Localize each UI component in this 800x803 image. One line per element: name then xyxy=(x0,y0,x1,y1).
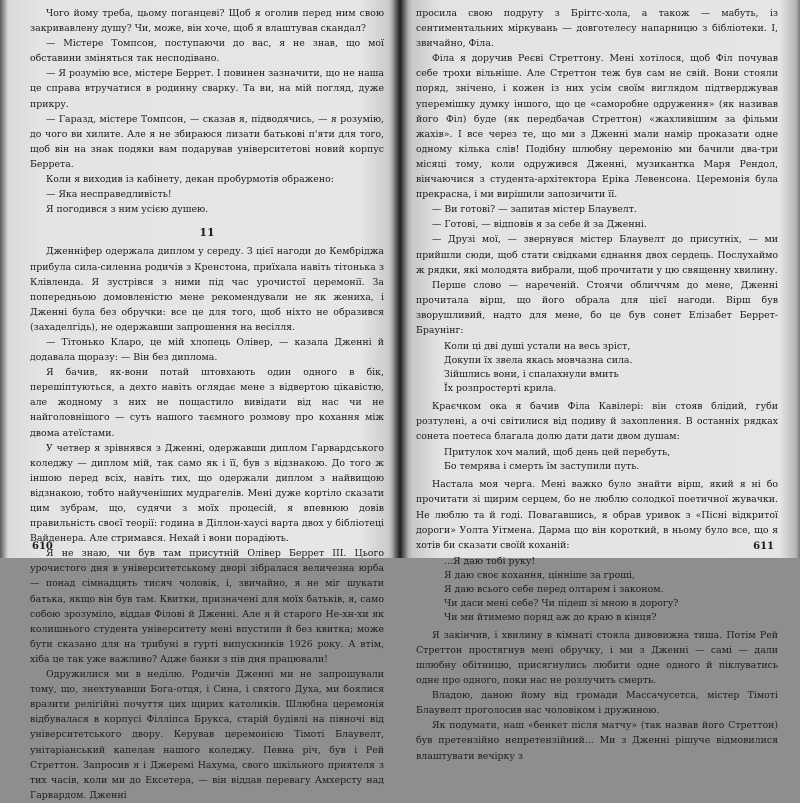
paragraph: Краєчком ока я бачив Філа Кавілері: він стояв блідий, губи розтулені, а очі світилися від подиву й захоплення. В останніх рядках сонета поетеса благала долю дати дати двом душам: xyxy=(416,401,778,443)
paragraph: Я погодився з ним усією душею. xyxy=(46,204,209,216)
verse-block xyxy=(444,446,778,474)
left-page-text xyxy=(30,6,384,803)
paragraph: Я не знаю, чи був там присутній Олівер Беррет III. Цього урочистого дня в університетському дворі зібралася величезна юрба — понад сімнадцять тисяч чоловік, і, звичайно, я не міг шукати батька, якщо він був там. Квитки, призначені для моїх батьків, я, само собою зрозуміло, віддав Філові й Дженні. Але я й старого Не-хн-хи як колишнього студента університету мені впустили й без квитка; може бути сказано для на трибуні в гурті випускників 1926 року. А втім, хіба це так уже важливо? Адже банки з пів дня працювали! xyxy=(30,548,384,665)
verse-line: Докупи їх звела якась мовчазна сила. xyxy=(444,355,633,367)
verse-line: Зійшлись вони, і спалахнули вмить xyxy=(444,369,619,381)
paragraph: У четвер я зрівнявся з Дженні, одержавши диплом Гарвардського коледжу — диплом мій, так само як і її, був з відзнакою. До того ж іншою перед всіх, навіть тих, що одержали диплом з найвищою відзнакою, тобто найученіших мудрагелів. Мені дуже кортіло сказати цим зубрам, що, судячи з моїх процесій, я впевнюю довів правильність своєї теорії: година в Діллон-хаусі варта двох у бібліотеці Вайденера. Але стримався. Нехай і вони порадіють. xyxy=(30,442,384,545)
page-number-left: 610 xyxy=(32,541,53,552)
chapter-number: 11 xyxy=(199,226,215,240)
paragraph: Філа я доручив Реєві Стреттону. Мені хотілося, щоб Філ почував себе трохи вільніше. Але Стреттон теж був сам не свій. Вони стояли поряд, знічено, і кожен із них усім своїм виглядом підтверджував уперемішку думку іншого, що це «саморобне одруження» (як називав його Філ) буде (як передбачав Стреттон) «жахливішим за фільми жахів». І все через те, що ми з Дженні мали намір проказати одне одному кілька слів! Подібну шлюбну церемонію ми бачили два-три місяці тому, коли одружився Дженні, музикантка Маря Рендол, вінчаючися з студента-архітектора Еріка Левенсона. Церемонія була прекрасна, і ми вирішили запозичити її. xyxy=(416,53,778,201)
verse-line: Я даю всього себе перед олтарем і законом. xyxy=(444,583,664,595)
verse-line: Коли ці дві душі устали на весь зріст, xyxy=(444,341,631,353)
verse-line: Чи даси мені себе? Чи підеш зі мною в дорогу? xyxy=(444,597,679,609)
verse-line: Притулок хоч малий, щоб день цей перебуть, xyxy=(444,447,671,459)
verse-line: Чи ми йтимемо поряд аж до краю в кінця? xyxy=(444,611,657,623)
right-page xyxy=(412,0,788,762)
paragraph: — Яка несправедливість! xyxy=(46,189,172,201)
paragraph: Дженніфер одержала диплом у середу. З цієї нагоди до Кембріджа прибула сила-силенна родичів з Кренстона, приїхала навіть тітонька з Клівленда. Я зустрівся з ними під час урочистої церемонії. За попередньою домовленістю мене рекомендували не як жениха, і Дженні була без обручки: все це для того, щоб ніхто не образився (захаделгідь), не одержавши запрошення на весілля. xyxy=(30,246,384,333)
right-page-text xyxy=(416,6,778,764)
page-number-right: 611 xyxy=(753,541,774,552)
paragraph: просила свою подругу з Бріггс-хола, а також — мабуть, із сентиментальних міркувань — довготелесу напарницю з бібліотеки. І, звичайно, Філа. xyxy=(416,8,778,50)
paragraph: — Готові, — відповів я за себе й за Дженні. xyxy=(432,219,647,231)
paragraph: Я закінчив, і хвилину в кімнаті стояла дивовижна тиша. Потім Рей Стреттон простягнув мені обручку, і ми з Дженні — самі — дали шлюбну обітницю, присягнулись любити одне одного й піклуватись одне про одного, поки нас не розлучить смерть. xyxy=(416,629,778,687)
book-gutter xyxy=(388,0,412,558)
verse-line: ...Я даю тобі руку! xyxy=(444,555,536,567)
paragraph: — Я розумію все, містере Беррет. І повинен зазначити, що не наша це справа втручатися в родинну сварку. Та ви, на мій погляд, дуже прикру. xyxy=(30,68,384,110)
paragraph: Коли я виходив із кабінету, декан пробурмотів ображено: xyxy=(46,174,334,186)
paragraph: Як подумати, наш «бенкет після матчу» (так назвав його Стреттон) був претензійно непретензійний... Ми з Дженні рішуче відмовилися влаштувати вечірку з xyxy=(416,720,778,762)
paragraph: Перше слово — нареченій. Стоячи обличчям до мене, Дженні прочитала вірш, що його обрала для цієї нагоди. Вірш був зворушливий, надто для мене, бо це був сонет Елізабет Беррет-Браунінг: xyxy=(416,279,778,336)
verse-line: Я даю своє кохання, цінніше за гроші, xyxy=(444,569,635,581)
paragraph: Чого йому треба, цьому поганцеві? Щоб я оголив перед ним свою закривавлену душу? Чи, може, він хоче, щоб я влаштував скандал? xyxy=(30,8,384,35)
paragraph: — Друзі мої, — звернувся містер Блаувелт до присутніх, — ми прийшли сюди, щоб стати свідками єднання двох сердець. Послухаймо ж рядки, які молодята вибрали, щоб прочитати у цю священну хвилину. xyxy=(416,234,778,276)
verse-line: Бо темрява і смерть їм заступили путь. xyxy=(444,461,640,473)
paragraph: — Гаразд, містере Томпсон, — сказав я, підводячись, — я розумію, до чого ви хилите. Але я не збираюся лизати батькові п'яти для того, щоб він на знак подяки вам подарував університетові новий корпус Беррета. xyxy=(30,113,384,170)
verse-line: Їх розпростерті крила. xyxy=(444,383,557,395)
left-page xyxy=(18,0,390,801)
paragraph: Я бачив, як-вони потай штовхають один одного в бік, перешіптуються, а дехто навіть оглядає мене з відвертою цікавістю, але жодному з них не пощастило вивідати від нас чи не найголовнішого — суть нашого таємного розмову про кохання між двома атеїстами. xyxy=(30,367,384,439)
paragraph: Одружилися ми в неділю. Родичів Дженні ми не запрошували тому, що, знехтувавши Бога-отця, і Сина, і святого Духа, ми боялися вразити релігійні почуття цих щирих католиків. Шлюбна церемонія відбувалася в корпусі Філліпса Брукса, старій будівлі на півночі від університетського двору. Керував церемонією Тімоті Блаувелт, унітаріанський капелан нашого коледжу. Певна річ, був і Рей Стреттон. Запросив я і Джеремі Нахума, свого шкільного приятеля з тих часів, коли ми до Ексетера, — він віддав перевагу Амхерсту над Гарвардом. Дженні xyxy=(30,669,384,801)
paragraph: Владою, даною йому від громади Массачусетса, містер Тімоті Блаувелт проголосив нас чоловіком і дружиною. xyxy=(416,690,778,717)
paragraph: — Тітонько Кларо, це мій хлопець Олівер, — казала Дженні й додавала щоразу: — Він без диплома. xyxy=(30,336,384,364)
paragraph: Настала моя черга. Мені важко було знайти вірш, який я ні бо прочитати зі щирим серцем, бо не люблю солодкої поетичної жувачки. Не люблю та й годі. Повагавшись, я обрав уривок з «Пісні відкритої дороги» Уолта Уітмена. Дарма що він короткий, в ньому було все, що я хотів би сказати своїй коханій: xyxy=(416,479,778,551)
verse-block xyxy=(444,340,778,396)
paragraph: — Ви готові? — запитав містер Блаувелт. xyxy=(432,204,637,216)
paragraph: — Містере Томпсон, поступаючи до вас, я не знав, що мої обставини змінятьcя так несподівано. xyxy=(30,38,384,65)
verse-block xyxy=(444,555,778,625)
